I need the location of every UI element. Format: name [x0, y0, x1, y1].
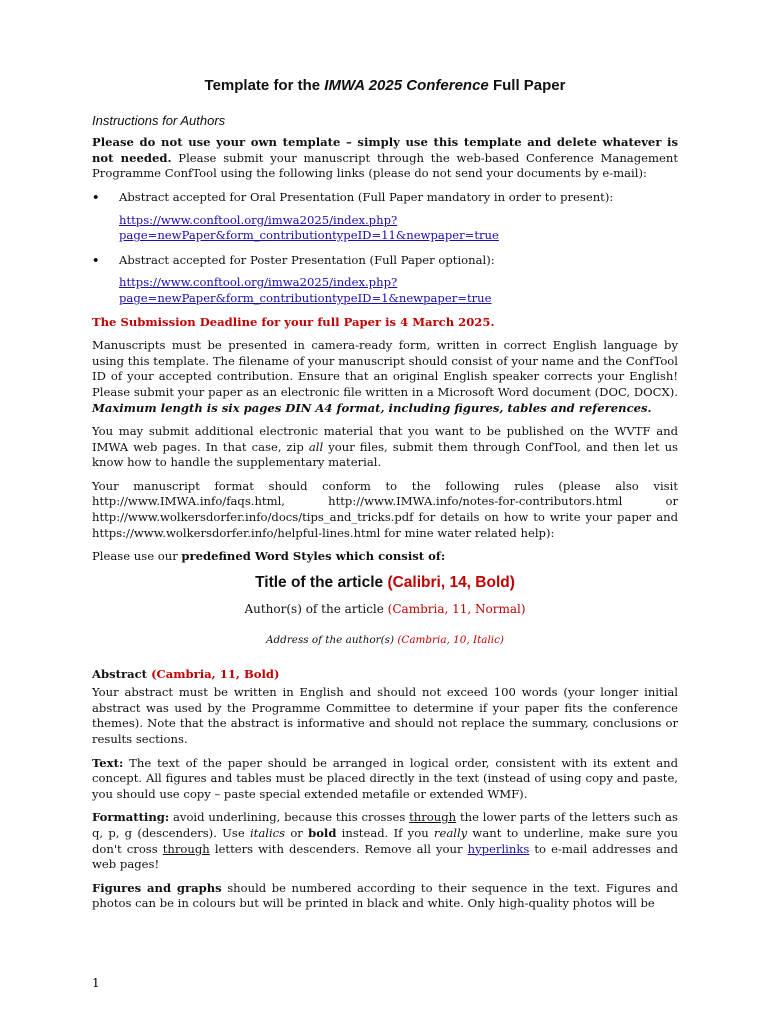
- additional-material-paragraph: You may submit additional electronic material that you want to be published on the WVTF and IMWA web pages. In that case, zip all your files, submit them through ConfTool, and then let us know how to handle the supplementary material.: [92, 424, 678, 470]
- figures-paragraph: Figures and graphs should be numbered according to their sequence in the text. Figures and photos can be in colours but will be printed in black and white. Only high-quality photos will be: [92, 880, 679, 911]
- demo-abstract-text: Your abstract must be written in English and should not exceed 100 words (your longer initial abstract was used by the Programme Committee to determine if your paper fits the conference themes). Note that the abstract is informative and should not replace the summary, conclusions or results sections.: [92, 685, 678, 746]
- format-rules-paragraph: Your manuscript format should conform to the following rules (please also visit http://www.IMWA.info/faqs.html, http://www.IMWA.info/notes-for-contributors.html or http://www.wolkersdorfer.info/docs/tips_and_tricks.pdf for details on how to write your paper and https://www.wolkersdorfer.info/helpful-lines.html for mine water related help):: [92, 478, 678, 540]
- page-content: [92, 78, 678, 912]
- list-item-oral: [92, 190, 678, 206]
- submission-links-list-2: [92, 253, 678, 269]
- intro-paragraph: Please do not use your own template – simply use this template and delete whatever is not needed. Please submit your manuscript through the web-based Conference Management Programme ConfTool using the following links (please do not send your documents by e-mail):: [92, 135, 678, 181]
- submission-links-list: [92, 190, 678, 206]
- manuscripts-paragraph: Manuscripts must be presented in camera-ready form, written in correct English language by using this template. The filename of your manuscript should consist of your name and the ConfTool ID of your accepted contribution. Ensure that an original English speaker corrects your English! Please submit your paper as an electronic file written in a Microsoft Word document (DOC, DOCX). Maximum length is six pages DIN A4 format, including figures, tables and references.: [92, 338, 678, 415]
- demo-address-line: Address of the author(s) (Cambria, 10, Italic): [266, 634, 504, 647]
- instructions-heading: Instructions for Authors: [92, 112, 226, 128]
- text-paragraph: Text: The text of the paper should be arranged in logical order, consistent with its extent and concept. All figures and tables must be placed directly in the text (instead of using copy and paste, you should use copy – paste special extended metafile or extended WMF).: [92, 755, 678, 801]
- styles-intro: Please use our predefined Word Styles which consist of:: [92, 549, 446, 564]
- demo-article-title: Title of the article (Calibri, 14, Bold): [255, 573, 515, 591]
- oral-label: Abstract accepted for Oral Presentation (Full Paper mandatory in order to present):: [119, 189, 614, 204]
- document-title: Template for the IMWA 2025 Conference Full Paper: [204, 77, 566, 94]
- hyperlinks-link[interactable]: hyperlinks: [467, 841, 530, 856]
- oral-submission-link[interactable]: https://www.conftool.org/imwa2025/index.php? page=newPaper&form_contributiontypeID=11&newpaper=true: [119, 212, 499, 243]
- formatting-paragraph: Formatting: avoid underlining, because this crosses through the lower parts of the letters such as q, p, g (descenders). Use italics or bold instead. If you really want to underline, make sure you don't cross through letters with descenders. Remove all your hyperlinks to e-mail addresses and web pages!: [92, 810, 678, 872]
- poster-submission-link[interactable]: https://www.conftool.org/imwa2025/index.php? page=newPaper&form_contributiontypeID=1&newpaper=true: [119, 275, 492, 305]
- demo-abstract-heading: Abstract (Cambria, 11, Bold): [92, 666, 280, 681]
- page-number: 1: [92, 976, 100, 990]
- list-item-poster: [92, 253, 678, 269]
- bullet-icon: •: [92, 189, 100, 204]
- poster-label: Abstract accepted for Poster Presentation (Full Paper optional):: [119, 252, 495, 267]
- deadline-notice: The Submission Deadline for your full Paper is 4 March 2025.: [92, 314, 495, 329]
- bullet-icon: •: [92, 252, 100, 267]
- demo-author-line: Author(s) of the article (Cambria, 11, Normal): [244, 602, 526, 617]
